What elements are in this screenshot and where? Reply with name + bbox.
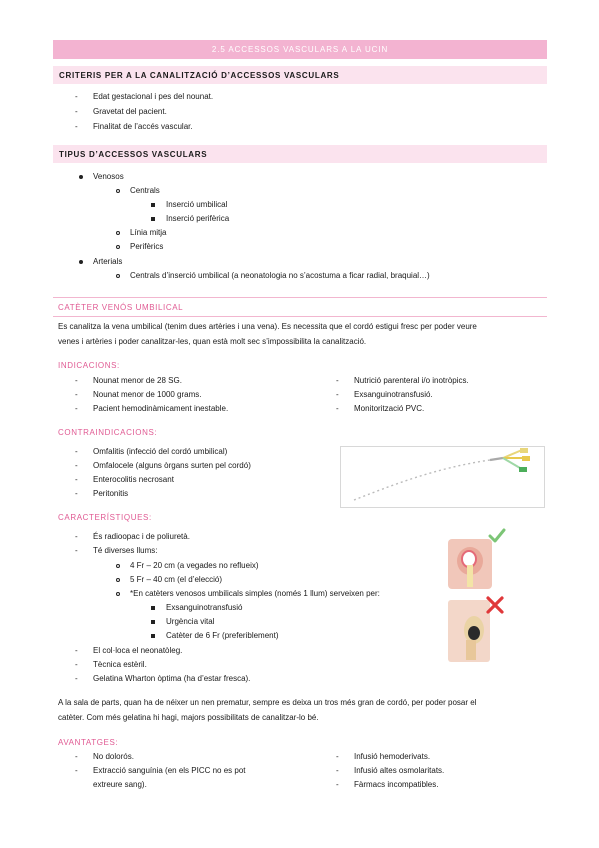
checkmark-icon [488,528,506,544]
bullet [151,634,155,638]
cateter-intro-line: Es canalitza la vena umbilical (tenim dues artèries i una vena). Es necessita que el cordó estigui fresc per poder veure [58,322,477,331]
tipus-insercio-periferica: Inserció perifèrica [166,214,230,223]
divider [53,297,547,298]
avantatge-item-continuation: extreure sang). [93,780,147,789]
dash-bullet: - [75,447,78,456]
dash-bullet: - [336,780,339,789]
caracteristica-subitem: *En catèters venosos umbilicals simples (només 1 llum) serveixen per: [130,589,380,598]
tipus-arterials: Arterials [93,257,123,266]
tipus-heading: TIPUS D’ACCESSOS VASCULARS [53,145,547,163]
tipus-linia-mitja: Línia mitja [130,228,167,237]
sala-paragraph-line: catèter. Com més gelatina hi hagi, majors possibilitats de canalitzar-lo bé. [58,713,319,722]
bullet [151,217,155,221]
cross-icon [485,595,505,615]
caracteristica-subsubitem: Exsanguinotransfusió [166,603,243,612]
criteris-item: Gravetat del pacient. [93,107,167,116]
avantatge-item: Infusió altes osmolaritats. [354,766,445,775]
criteris-item: Finalitat de l’accés vascular. [93,122,193,131]
dash-bullet: - [336,766,339,775]
dash-bullet: - [75,107,78,116]
dash-bullet: - [75,489,78,498]
caracteristica-subsubitem: Catèter de 6 Fr (preferiblement) [166,631,279,640]
criteris-heading: CRITERIS PER A LA CANALITZACIÓ D’ACCESSOS VASCULARS [53,66,547,84]
dash-bullet: - [336,376,339,385]
dash-bullet: - [75,646,78,655]
indicacio-item: Nounat menor de 1000 grams. [93,390,202,399]
criteris-item: Edat gestacional i pes del nounat. [93,92,214,101]
dash-bullet: - [75,660,78,669]
caracteristica-item: Té diverses llums: [93,546,158,555]
dash-bullet: - [75,390,78,399]
contraindicacio-item: Enterocolitis necrosant [93,475,174,484]
contraindicacio-item: Peritonitis [93,489,129,498]
tipus-arterials-centrals: Centrals d’inserció umbilical (a neonatologia no s’acostuma a ficar radial, braquial…) [130,271,430,280]
dash-bullet: - [75,376,78,385]
dash-bullet: - [75,461,78,470]
tipus-centrals: Centrals [130,186,160,195]
dash-bullet: - [336,390,339,399]
bullet [116,245,120,249]
indicacions-heading: INDICACIONS: [58,361,120,370]
tipus-periferics: Perifèrics [130,242,164,251]
caracteristica-item: El col·loca el neonatòleg. [93,646,183,655]
avantatge-item: Extracció sanguínia (en els PICC no es pot [93,766,246,775]
tipus-venosos: Venosos [93,172,124,181]
bullet [151,203,155,207]
bullet [116,189,120,193]
bullet [116,274,120,278]
dash-bullet: - [75,674,78,683]
caracteristica-subsubitem: Urgència vital [166,617,215,626]
bullet [79,260,83,264]
indicacio-item: Nutrició parenteral i/o inotròpics. [354,376,469,385]
indicacio-item: Exsanguinotransfusió. [354,390,433,399]
indicacio-item: Nounat menor de 28 SG. [93,376,182,385]
tipus-insercio-umbilical: Inserció umbilical [166,200,228,209]
divider [53,316,547,317]
contraindicacio-item: Omfalocele (alguns òrgans surten pel cordó) [93,461,251,470]
indicacio-item: Pacient hemodinàmicament inestable. [93,404,229,413]
dash-bullet: - [75,475,78,484]
bullet [116,564,120,568]
avantatge-item: No dolorós. [93,752,134,761]
dash-bullet: - [75,92,78,101]
bullet [79,175,83,179]
caracteristica-item: Gelatina Wharton òptima (ha d’estar fresca). [93,674,251,683]
dash-bullet: - [75,752,78,761]
bullet [116,231,120,235]
contraindicacions-heading: CONTRAINDICACIONS: [58,428,158,437]
dash-bullet: - [75,532,78,541]
indicacio-item: Monitorització PVC. [354,404,425,413]
caracteristica-item: És radioopac i de poliuretà. [93,532,190,541]
caracteristica-subitem: 5 Fr – 40 cm (el d’elecció) [130,575,223,584]
dash-bullet: - [75,122,78,131]
caracteristica-item: Tècnica estèril. [93,660,147,669]
avantatge-item: Infusió hemoderivats. [354,752,431,761]
avantatge-item: Fàrmacs incompatibles. [354,780,439,789]
dash-bullet: - [75,404,78,413]
contraindicacio-item: Omfalitis (infecció del cordó umbilical) [93,447,228,456]
cateter-heading: CATÈTER VENÓS UMBILICAL [58,303,184,312]
cateter-intro-line: venes i artèries i poder canalitzar-les, quan està molt sec s’impossibilita la canalització. [58,337,367,346]
dash-bullet: - [336,752,339,761]
bullet [151,620,155,624]
caracteristica-subitem: 4 Fr – 20 cm (a vegades no reflueix) [130,561,259,570]
avantatges-heading: AVANTATGES: [58,738,119,747]
sala-paragraph-line: A la sala de parts, quan ha de néixer un nen prematur, sempre es deixa un tros més gran de cordó, per poder posar el [58,698,477,707]
page-title: 2.5 ACCESSOS VASCULARS A LA UCIN [53,40,547,59]
umbilical-catheter-image [340,446,545,508]
dash-bullet: - [75,766,78,775]
bullet [116,592,120,596]
dash-bullet: - [336,404,339,413]
dash-bullet: - [75,546,78,555]
bullet [151,606,155,610]
bullet [116,578,120,582]
caracteristiques-heading: CARACTERÍSTIQUES: [58,513,152,522]
